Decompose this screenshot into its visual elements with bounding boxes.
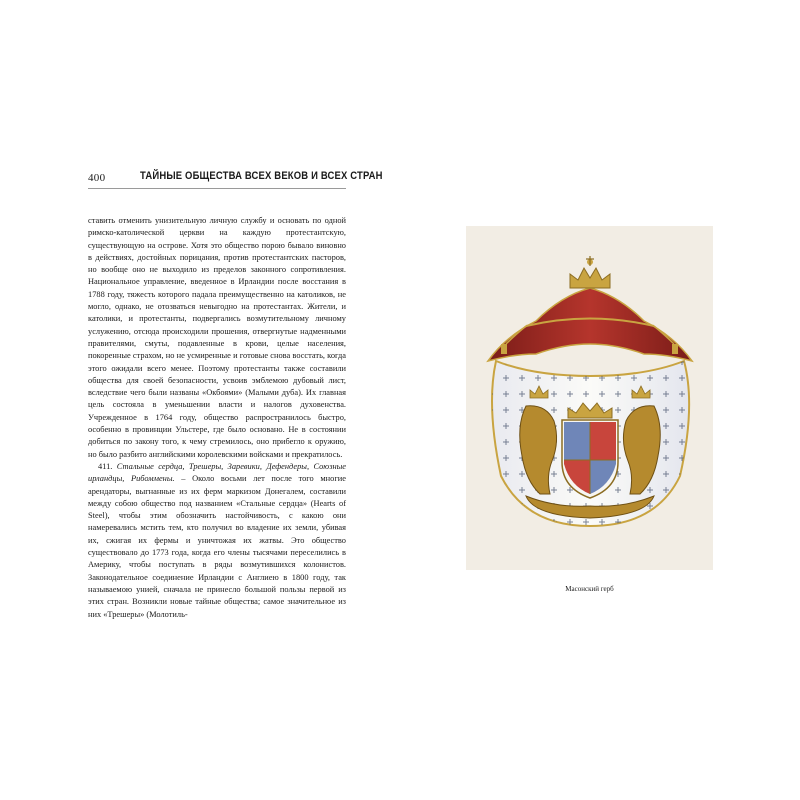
running-head [88,170,383,189]
plate-illustration [466,226,713,570]
paragraph-2 [88,461,346,621]
body-text [88,215,346,621]
coat-of-arms-illustration [466,226,713,570]
paragraph-1: ставить отменить унизительную личную службу и основать по одной римско-католической церкви на каждую протестантскую, существующую на острове. Хотя это общество порою бывало виновно в действиях, достойных порицания, против протестантских пасторов, но вообще оно не выходило из пределов законного сопротивления. Национальное управление, введенное в Ирландии после восстания в 1788 году, тяжесть которого падала преимущественно на католиков, не могло, однако, не отозваться невыгодно на протестантах. Жители, и католики, и протестанты, подвергались возмутительному личному услужению, отсюда происходили прошения, отвергнутые надменными правителями, смуты, подавленные в крови, целые населения, покоренные страхом, но не усмиренные и готовые снова восстать, когда этого ожидали всего менее. Поэтому протестанты также составили общества для своей безопасности, усвоив эмблемою дубовый лист, вследствие чего были названы «Окбоями» (Малыми дуба). Их главная цель состояла в уменьшении власти и налогов духовенства. Учрежденное в 1764 году, общество распространилось быстро, особенно в провинции Ульстере, где было основано. Не в состоянии добиться по закону того, к чему стремилось, оно прибегло к оружию, но было разбито английскими королевскими войсками и прекратилось. [88,216,346,459]
paragraph-2-body: – Около восьми лет после того многие арендаторы, выгнанные из их ферм маркизом Донегалем, составили между собою общество под названием «Стальные сердца» (Hearts of Steel), чтобы этим обозначить настойчивость, с какою они намеревались мстить тем, кто получил во владение их земли, убивая их, сжигая их фермы и уничтожая их жатвы. Это общество существовало до 1773 года, когда его члены тысячами переселились в Америку, чтобы поступать в ряды возмутившихся колонистов. Законодательное соединение Ирландии с Англиею в 1800 году, так называемою унией, сначала не принесло большой пользы первой из этих стран. Возникли новые тайные общества; самое значительное из них «Трешеры» (Молотиль- [88,474,346,619]
running-title: ТАЙНЫЕ ОБЩЕСТВА ВСЕХ ВЕКОВ И ВСЕХ СТРАН [140,170,383,182]
plate-caption: Масонский герб [565,585,614,593]
left-page [88,170,383,621]
page-number: 400 [88,172,106,184]
section-title: Стальные сердца, Трешеры, Заревики, Дефендеры, Союзные ирландцы, Рибоммены. [88,461,347,484]
section-number: 411. [98,461,113,471]
